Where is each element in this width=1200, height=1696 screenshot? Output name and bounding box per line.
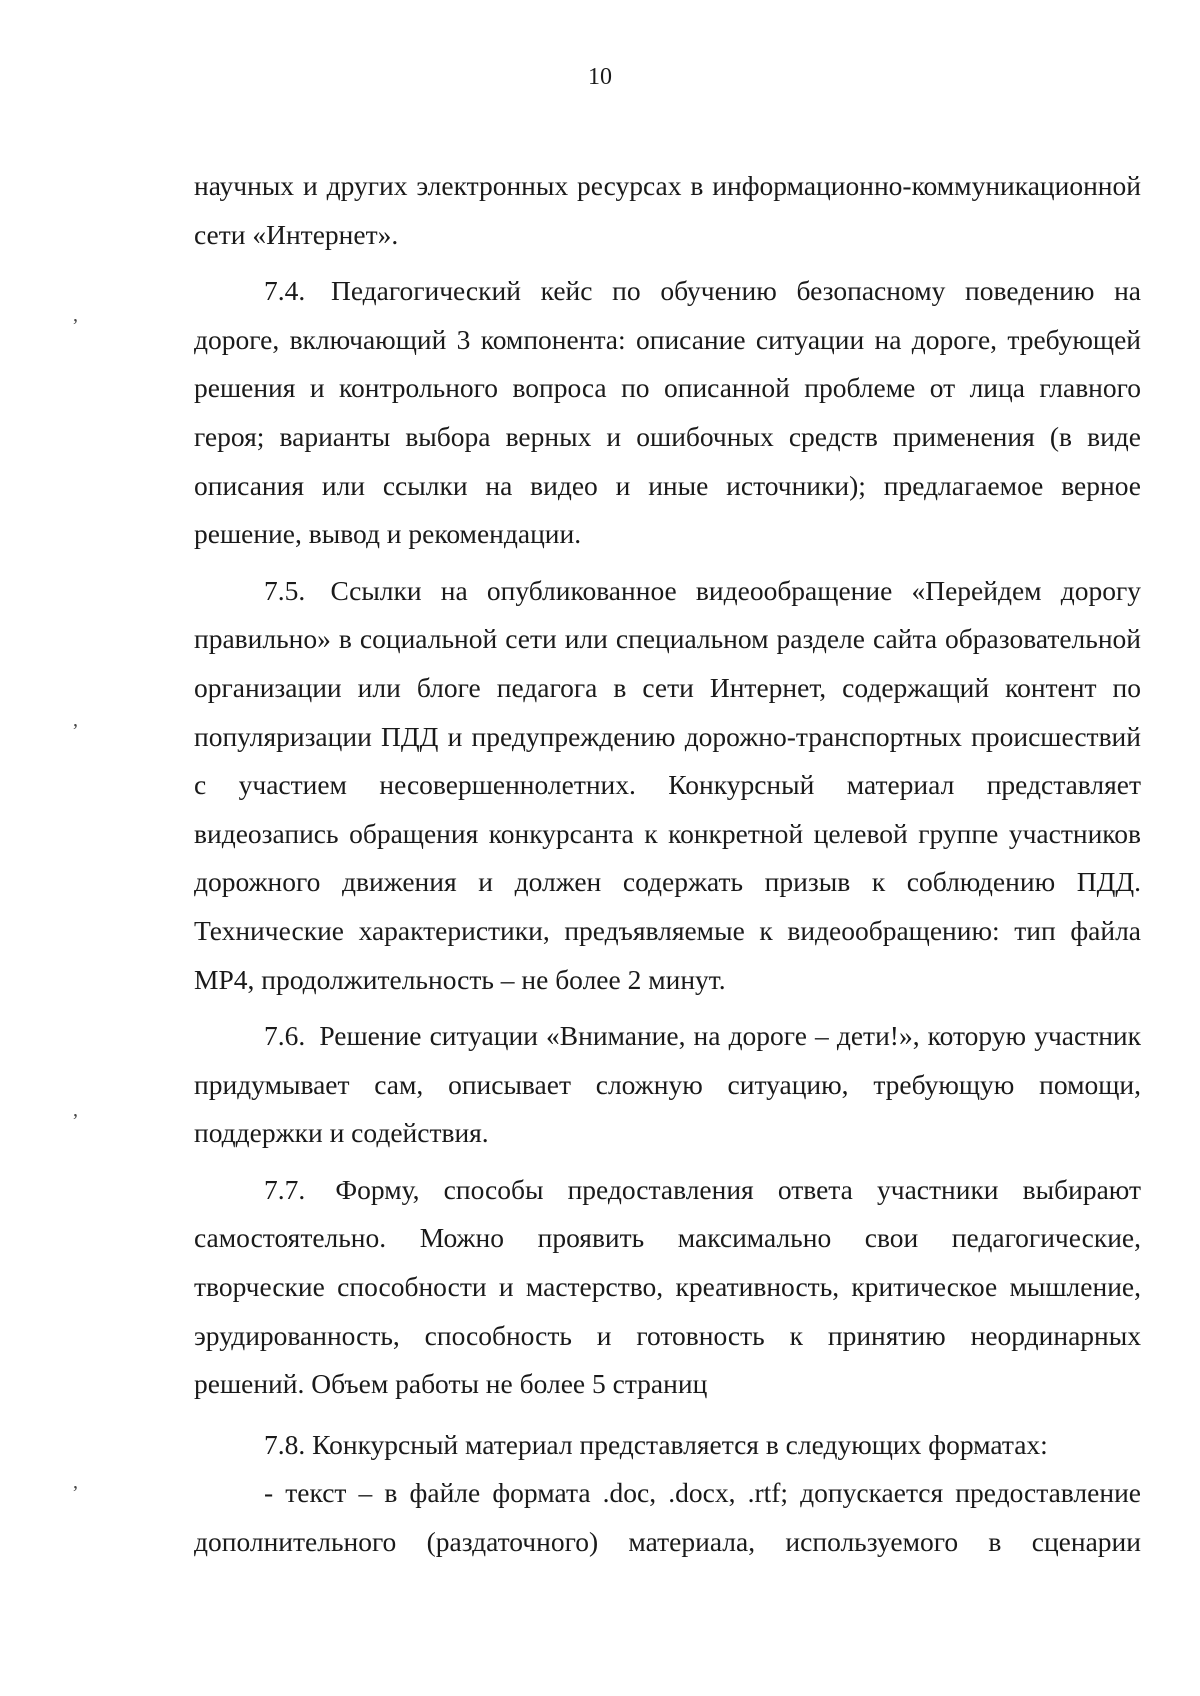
document-body: [194, 162, 1141, 1567]
paragraph-number: 7.7.: [264, 1173, 306, 1205]
paragraph-number: 7.6.: [264, 1020, 306, 1052]
paragraph-number: 7.4.: [264, 275, 306, 307]
scan-margin-mark: ‚: [72, 304, 79, 326]
paragraph-text-format: [194, 1469, 1141, 1566]
paragraph-7-6: [194, 1012, 1141, 1158]
paragraph-continuation: [194, 162, 1141, 259]
paragraph-7-5: [194, 567, 1141, 1004]
scan-margin-mark: ‚: [72, 709, 79, 731]
paragraph-text: научных и других электронных ресурсах в информационно-коммуникационной сети «Интернет».: [194, 170, 1141, 250]
scan-margin-mark: ‚: [72, 1471, 79, 1493]
paragraph-text: Решение ситуации «Внимание, на дороге – дети!», которую участник придумывает сам, описывает сложную ситуацию, требующую помощи, поддержки и содействия.: [194, 1020, 1142, 1149]
paragraph-number: 7.5.: [264, 574, 306, 606]
paragraph-text: Педагогический кейс по обучению безопасному поведению на дороге, включающий 3 компонента: описание ситуации на дороге, требующей решения и контрольного вопроса по описанной проблеме от лица главного героя; варианты выбора верных и ошибочных средств применения (в виде описания или ссылки на видео и иные источники); предлагаемое верное решение, вывод и рекомендации.: [194, 275, 1141, 550]
page-number: 10: [588, 64, 612, 90]
paragraph-7-8: [194, 1421, 1141, 1470]
paragraph-text: 7.8. Конкурсный материал представляется в следующих форматах:: [264, 1428, 1048, 1460]
scan-margin-mark: ‚: [72, 1099, 79, 1121]
paragraph-text: Форму, способы предоставления ответа участники выбирают самостоятельно. Можно проявить максимально свои педагогические, творческие способности и мастерство, креативность, критическое мышление, эрудированность, способность и готовность к принятию неординарных решений. Объем работы не более 5 страниц: [194, 1173, 1142, 1400]
paragraph-7-4: [194, 267, 1141, 559]
paragraph-7-7: [194, 1166, 1141, 1409]
paragraph-text: Ссылки на опубликованное видеообращение «Перейдем дорогу правильно» в социальной сети или специальном разделе сайта образовательной организации или блоге педагога в сети Интернет, содержащий контент по популяризации ПДД и предупреждению дорожно-транспортных происшествий с участием несовершеннолетних. Конкурсный материал представляет видеозапись обращения конкурсанта к конкретной целевой группе участников дорожного движения и должен содержать призыв к соблюдению ПДД. Технические характеристики, предъявляемые к видеообращению: тип файла MP4, продолжительность – не более 2 минут.: [194, 574, 1142, 995]
paragraph-text: - текст – в файле формата .doc, .docx, .rtf; допускается предоставление дополнительного (раздаточного) материала, используемого в сценарии: [194, 1477, 1141, 1558]
